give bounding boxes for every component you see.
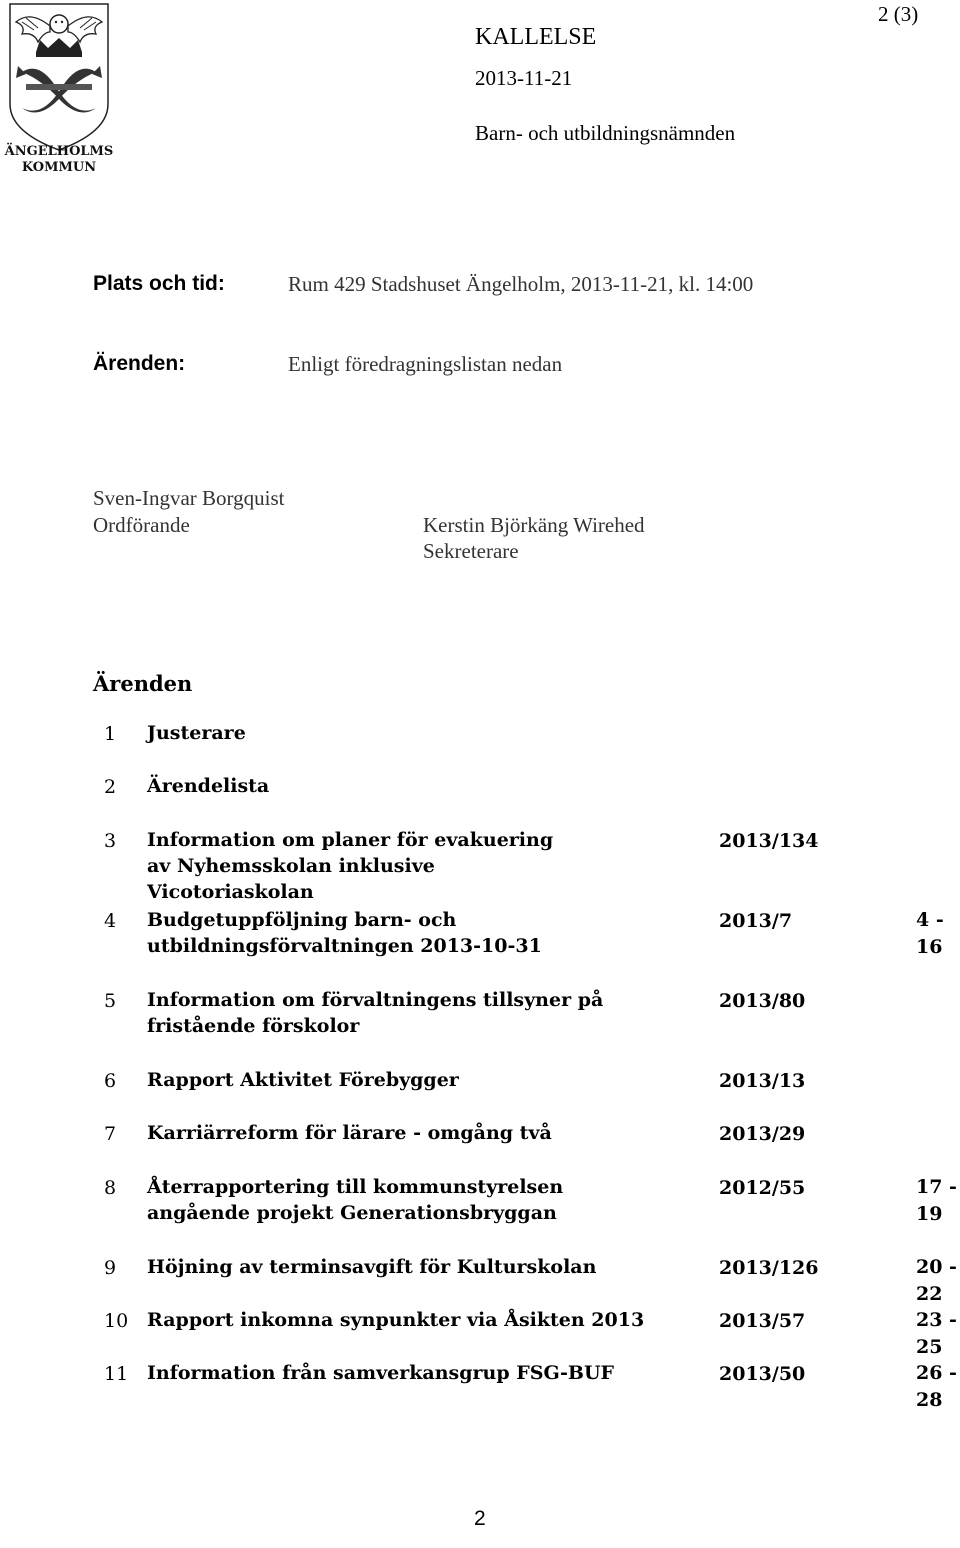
agenda-item-dnr: 2013/80 [719, 990, 806, 1012]
agenda-item-title: Information om förvaltningens tillsyner på fristående förskolor [147, 989, 604, 1037]
agenda-item-pages: 17 - 19 [916, 1176, 957, 1225]
agenda-item-title: Justerare [147, 722, 246, 744]
agenda-item-title: Rapport Aktivitet Förebygger [147, 1069, 459, 1091]
agenda-item-dnr: 2013/57 [719, 1310, 806, 1332]
agenda-item-title: Budgetuppföljning barn- och utbildningsförvaltningen 2013-10-31 [147, 909, 542, 957]
agenda-item-number: 7 [104, 1123, 117, 1145]
matters-value: Enligt föredragningslistan nedan [288, 352, 563, 376]
agenda-item-title: Ärendelista [147, 775, 270, 797]
agenda-item-pages: 4 - 16 [916, 909, 944, 958]
chair-name: Sven-Ingvar Borgquist [93, 486, 285, 510]
agenda-item-dnr: 2013/126 [719, 1257, 819, 1279]
agenda-item-title: Karriärreform för lärare - omgång två [147, 1122, 552, 1144]
agenda-item-number: 5 [104, 990, 117, 1012]
footer-page-number: 2 [474, 1507, 486, 1530]
agenda-item-number: 8 [104, 1177, 117, 1199]
agenda-item-dnr: 2013/50 [719, 1363, 806, 1385]
document-date: 2013-11-21 [475, 66, 573, 90]
agenda-item-pages: 20 - 22 [916, 1256, 957, 1305]
agenda-item-number: 6 [104, 1070, 117, 1092]
place-time-value: Rum 429 Stadshuset Ängelholm, 2013-11-21, kl. 14:00 [288, 272, 754, 296]
chair-title: Ordförande [93, 513, 190, 537]
agenda-item-number: 10 [104, 1310, 129, 1332]
agenda-item-pages: 23 - 25 [916, 1309, 957, 1358]
agenda-item-title: Rapport inkomna synpunkter via Åsikten 2013 [147, 1309, 645, 1331]
document-type: KALLELSE [475, 24, 597, 50]
agenda-item-number: 9 [104, 1257, 117, 1279]
agenda-item-number: 11 [104, 1363, 129, 1385]
agenda-item-title: Information från samverkansgrup FSG-BUF [147, 1362, 615, 1384]
agenda-item-number: 2 [104, 776, 117, 798]
logo-text-line2: KOMMUN [21, 160, 97, 175]
agenda-item-dnr: 2012/55 [719, 1177, 806, 1199]
municipality-coat-of-arms [0, 0, 118, 180]
agenda-item-dnr: 2013/13 [719, 1070, 806, 1092]
agenda-item-number: 4 [104, 910, 117, 932]
secretary-name: Kerstin Björkäng Wirehed [423, 513, 645, 537]
agenda-item-number: 1 [104, 723, 117, 745]
secretary-title: Sekreterare [423, 539, 519, 563]
page-indicator: 2 (3) [878, 2, 919, 26]
agenda-item-dnr: 2013/29 [719, 1123, 806, 1145]
agenda-item-dnr: 2013/134 [719, 830, 819, 852]
coat-of-arms-icon [0, 0, 118, 180]
board-name: Barn- och utbildningsnämnden [475, 121, 736, 145]
agenda-item-title: Höjning av terminsavgift för Kulturskolan [147, 1256, 597, 1278]
place-time-label: Plats och tid: [93, 272, 225, 295]
agenda-item-dnr: 2013/7 [719, 910, 793, 932]
matters-label: Ärenden: [93, 352, 186, 375]
agenda-item-title: Information om planer för evakuering av Nyhemsskolan inklusive Vicotoriaskolan [147, 829, 554, 903]
agenda-item-title: Återrapportering till kommunstyrelsen angående projekt Generationsbryggan [147, 1176, 564, 1224]
agenda-heading: Ärenden [93, 671, 193, 696]
agenda-item-number: 3 [104, 830, 117, 852]
logo-text-line1: ÄNGELHOLMS [4, 144, 114, 159]
agenda-item-pages: 26 - 28 [916, 1362, 957, 1411]
